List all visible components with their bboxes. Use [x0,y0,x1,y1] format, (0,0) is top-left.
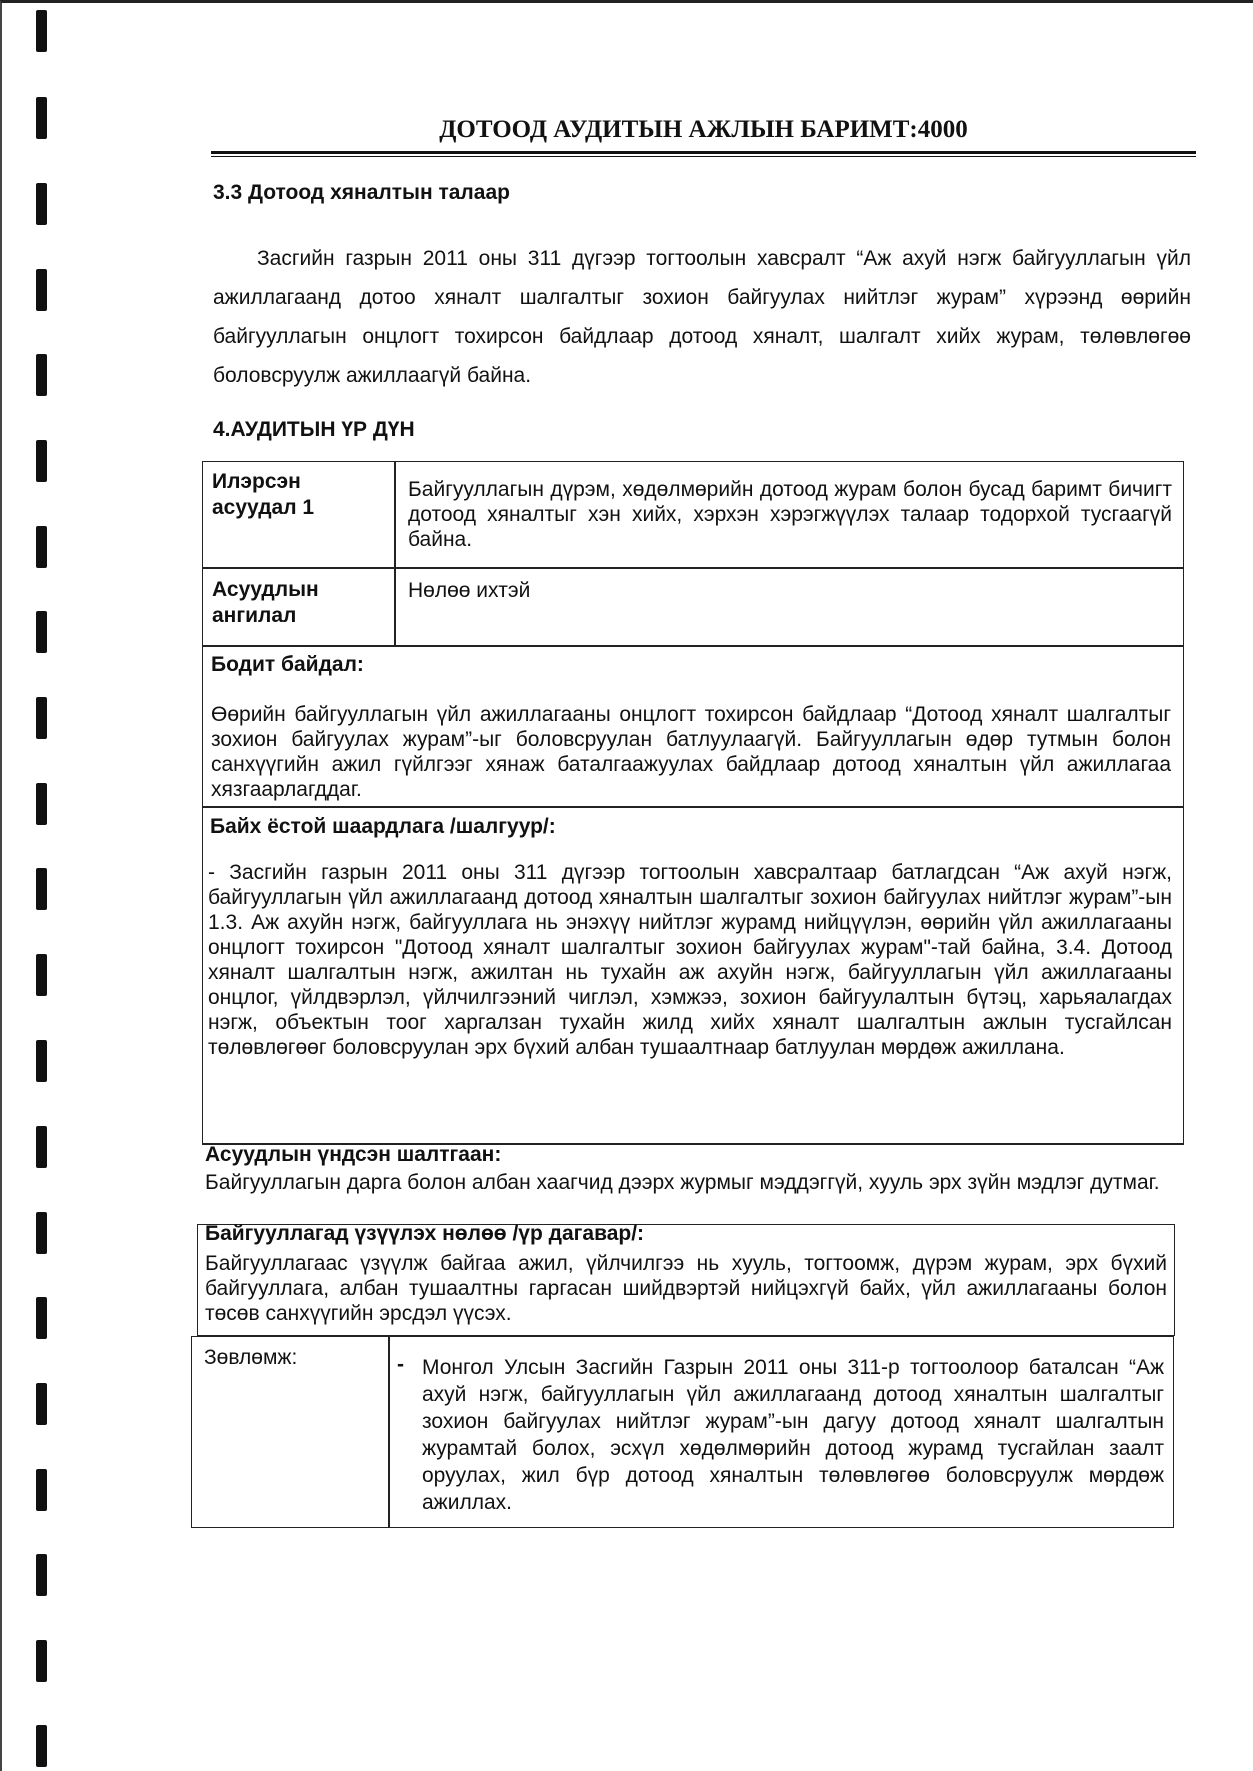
criteria-divider [202,806,1184,808]
punch-mark [36,1469,47,1511]
issue-text: Байгууллагын дүрэм, хөдөлмөрийн дотоод журам болон бусад баримт бичигт дотоод хяналтыг хэн хийх, хэрхэн хэрэгжүүлэх талаар тодорхой тусгаагүй байна. [408,478,1172,551]
punch-mark [36,1725,47,1767]
punch-mark [36,10,47,52]
punch-mark [36,1040,47,1082]
section-3-3-paragraph: Засгийн газрын 2011 оны 311 дүгээр тогтоолын хавсралт “Аж ахуй нэгж байгууллагын үйл ажиллагаанд дотоо хяналт шалгалтыг зохион байгуулах нийтлэг журам” хүрээнд өөрийн байгууллагын онцлогт тохирсон байдлаар дотоод хяналт, шалгалт хийх журам, төлөвлөгөө боловсруулж ажиллаагүй байна. [213,247,1191,387]
issue-label: Илэрсэн асуудал 1 [212,470,315,519]
recommendation-label: Зөвлөмж: [204,1346,298,1369]
cause-title: Асуудлын үндсэн шалтгаан: [205,1143,502,1166]
section-heading-3-3: 3.3 Дотоод хяналтын талаар [213,181,510,204]
effect-title: Байгууллагад үзүүлэх нөлөө /үр дагавар/: [205,1222,645,1245]
recommendation-dash: - [397,1353,404,1376]
criteria-text: - Засгийн газрын 2011 оны 311 дүгээр тогтоолын хавсралтаар батлагдсан “Аж ахуй нэгж, байгууллагын үйл ажиллагаанд дотоод хяналтын шалгалтыг зохион байгуулах нийтлэг журам”-ын 1.3. Аж ахуйн нэгж, байгууллага нь энэхүү нийтлэг журамд нийцүүлэн, өөрийн үйл ажиллагааны онцлогт тохирсон "Дотоод хяналт шалгалтыг зохион байгуулах журам"-тай байна, 3.4. Дотоод хяналт шалгалтын нэгж, ажилтан нь тухайн аж ахуйн нэгж, байгууллагын үйл ажиллагааны онцлог, үйлдвэрлэл, үйлчилгээний чиглэл, хэмжээ, зохион байгуулалтын бүтэц, харьяалагдах нэгж, объектын тоог харгалзан тухайн жилд хийх хяналт шалгалтын ажлын тусгайлсан төлөвлөгөөг боловсруулан эрх бүхий албан тушаалтнаар батлуулан мөрдөж ажиллана. [208,861,1172,1059]
condition-title: Бодит байдал: [211,653,364,676]
condition-text: Өөрийн байгууллагын үйл ажиллагааны онцлогт тохирсон байдлаар “Дотоод хяналт шалгалтыг зохион байгуулах журам”-ыг боловсруулан батлуулаагүй. Байгууллагын өдөр тутмын болон санхүүгийн ажил гүйлгээг хянаж баталгаажуулах байдлаар дотоод хяналтын үйл ажиллагаа хязгаарлагддаг. [211,703,1171,801]
issue-table-row-divider [202,567,1184,569]
punch-mark [36,440,47,482]
title-rule [211,151,1196,154]
punch-mark [36,1640,47,1682]
recommendation-divider [388,1336,390,1528]
category-label: Асуудлын ангилал [212,578,319,627]
effect-text: Байгууллагаас үзүүлж байгаа ажил, үйлчилгээ нь хууль, тогтоомж, дүрэм журам, эрх бүхий байгууллага, албан тушаалтны гаргасан шийдвэртэй нийцэхгүй байх, үйл ажиллагааны болон төсөв санхүүгийн эрсдэл үүсэх. [205,1252,1167,1325]
section-heading-4: 4.АУДИТЫН ҮР ДҮН [213,418,415,441]
punch-mark [36,183,47,225]
punch-mark [36,1554,47,1596]
issue-table-divider [394,461,396,646]
punch-mark [36,1383,47,1425]
document-title: ДОТООД АУДИТЫН АЖЛЫН БАРИМТ:4000 [439,116,968,143]
cause-text: Байгууллагын дарга болон албан хаагчид дээрх журмыг мэддэггүй, хууль эрх зүйн мэдлэг дутмаг. [205,1171,1160,1194]
punch-mark [36,1126,47,1168]
title-rule-thin [211,156,1196,157]
punch-mark [36,526,47,568]
punch-mark [36,269,47,311]
recommendation-text: Монгол Улсын Засгийн Газрын 2011 оны 311-р тогтоолоор баталсан “Аж ахуй нэгж, байгууллагын үйл ажиллагаанд дотоод хяналтын шалгалтыг зохион байгуулах нийтлэг журам”-ын дагуу дотоод хяналт шалгалтын журамтай болох, эсхүл хөдөлмөрийн дотоод журамд тусгайлан заалт оруулах, жил бүр дотоод хяналтын төлөвлөгөө боловсруулж мөрдөж ажиллах. [422,1356,1164,1514]
criteria-title: Байх ёстой шаардлага /шалгуур/: [210,815,556,838]
punch-mark [36,354,47,396]
punch-mark [36,611,47,653]
punch-mark [36,868,47,910]
punch-mark [36,954,47,996]
punch-mark [36,783,47,825]
category-value: Нөлөө ихтэй [408,579,531,602]
punch-mark [36,1297,47,1339]
punch-mark [36,697,47,739]
punch-mark [36,97,47,139]
punch-mark [36,1212,47,1254]
